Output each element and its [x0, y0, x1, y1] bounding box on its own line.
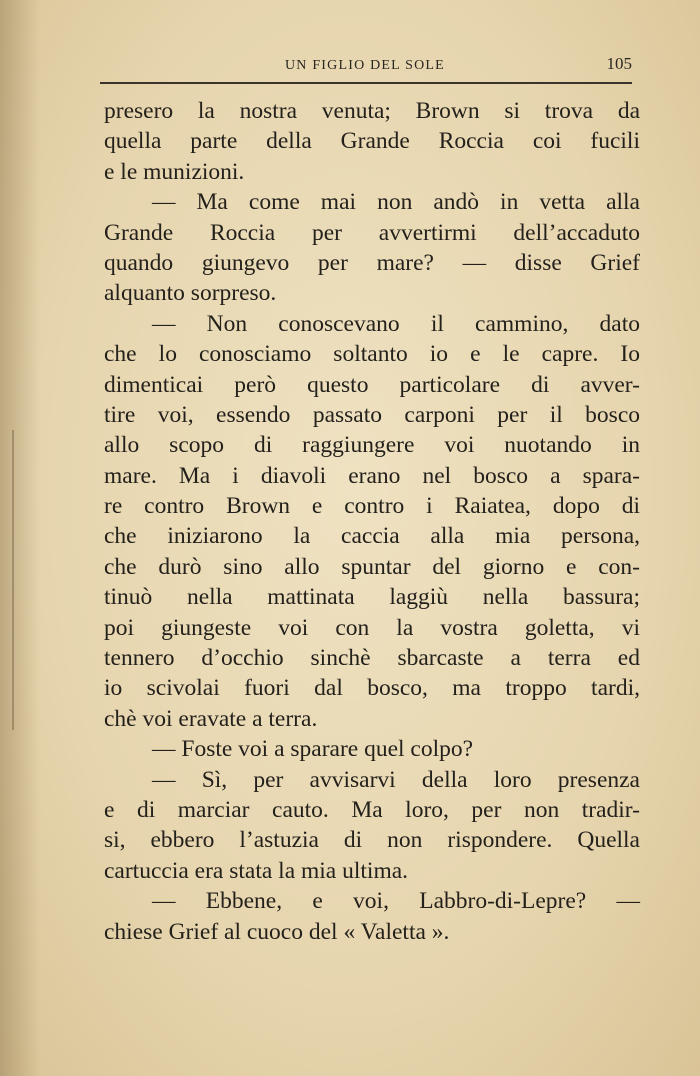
text-line: Grande Roccia per avvertirmi dell’accaduto [104, 219, 640, 246]
text-line: chiese Grief al cuoco del « Valetta ». [104, 918, 450, 945]
text-line: cartuccia era stata la mia ultima. [104, 857, 409, 884]
page-number: 105 [606, 54, 632, 73]
header-rule [100, 82, 632, 84]
text-line: re contro Brown e contro i Raiatea, dopo di [104, 493, 640, 520]
text-line: alquanto sorpreso. [104, 280, 277, 307]
text-line: — Foste voi a sparare quel colpo? [152, 736, 474, 763]
text-line: — Non conoscevano il cammino, dato [152, 310, 640, 337]
running-title: UN FIGLIO DEL SOLE [285, 58, 445, 73]
text-line: tennero d’occhio sinchè sbarcaste a terra ed [104, 645, 640, 672]
text-line: poi giungeste voi con la vostra goletta, vi [104, 614, 640, 641]
text-line: che lo conosciamo soltanto io e le capre. Io [104, 341, 640, 368]
text-line: allo scopo di raggiungere voi nuotando in [104, 432, 640, 459]
text-line: che durò sino allo spuntar del giorno e con- [104, 553, 640, 580]
text-line: tire voi, essendo passato carponi per il bosco [104, 401, 640, 428]
text-line: mare. Ma i diavoli erano nel bosco a spara- [104, 462, 640, 489]
text-line: che iniziarono la caccia alla mia persona, [104, 523, 640, 550]
text-line: — Ma come mai non andò in vetta alla [152, 189, 640, 216]
text-line: presero la nostra venuta; Brown si trova da [104, 98, 640, 124]
text-line: — Sì, per avvisarvi della loro presenza [152, 766, 640, 793]
text-line: quella parte della Grande Roccia coi fucili [104, 128, 640, 155]
text-line: dimenticai però questo particolare di avver- [104, 371, 640, 398]
page-header [100, 54, 640, 80]
text-line: tinuò nella mattinata laggiù nella bassura; [104, 584, 640, 611]
gutter-shadow [0, 0, 40, 1076]
text-line: e le munizioni. [104, 158, 245, 185]
margin-mark [12, 430, 14, 730]
body-text [104, 96, 640, 947]
text-line: io scivolai fuori dal bosco, ma troppo tardi, [104, 675, 640, 702]
text-line: quando giungevo per mare? — disse Grief [104, 249, 640, 276]
text-line: — Ebbene, e voi, Labbro-di-Lepre? — [152, 888, 640, 915]
text-line: si, ebbero l’astuzia di non rispondere. Quella [104, 827, 640, 854]
text-line: chè voi eravate a terra. [104, 705, 318, 732]
text-line: e di marciar cauto. Ma loro, per non tradir- [104, 796, 640, 823]
